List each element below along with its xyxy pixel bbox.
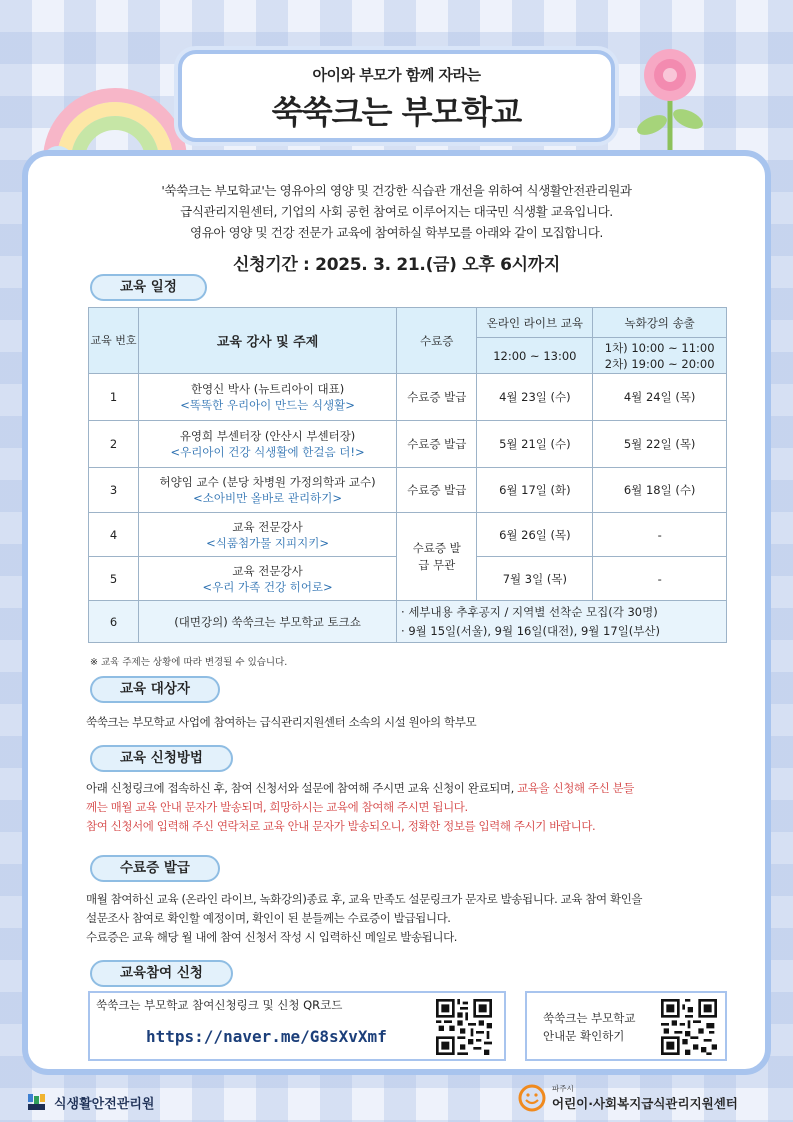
recorded-time-2: 2차) 19:00 ~ 20:00 [604, 356, 715, 371]
apply-line-highlight: 참여 신청서에 입력해 주신 연락처로 교육 안내 문자가 발송되오니, 정확한 정보를 입력해 주시기 바랍니다. [86, 819, 596, 833]
table-row [89, 374, 727, 421]
cell-topic [139, 557, 397, 601]
apply-line-highlight: 께는 매월 교육 안내 문자가 발송되며, 희망하시는 교육에 참여해 주시면 됩니다. [86, 800, 468, 814]
lecturer: 교육 전문강사 [232, 563, 303, 578]
application-period: 신청기간 : 2025. 3. 21.(금) 오후 6시까지 [232, 255, 561, 275]
apply-line-highlight: 교육을 신청해 주신 분들 [513, 781, 634, 795]
schedule-table [88, 307, 727, 643]
intro-line: 영유아 영양 및 건강 전문가 교육에 참여하실 학부모를 아래와 같이 모집합니다. [190, 225, 603, 240]
cell-topic [139, 421, 397, 468]
apply-line: 아래 신청링크에 접속하신 후, 참여 신청서와 설문에 참여해 주시면 교육 신청이 완료되며, [86, 781, 514, 795]
section-label-schedule: 교육 일정 [90, 274, 207, 301]
application-link-box [88, 991, 506, 1061]
notice-box-text [543, 1009, 636, 1045]
qr-code-icon[interactable] [436, 999, 492, 1055]
smile-logo-icon [518, 1084, 546, 1112]
section-label-certificate: 수료증 발급 [90, 855, 220, 882]
page-title: 쑥쑥크는 부모학교 [271, 93, 522, 131]
cell-no: 5 [89, 557, 139, 601]
table-row [89, 468, 727, 513]
certificate-line: 수료증은 교육 해당 월 내에 참여 신청서 작성 시 입력하신 메일로 발송됩니다. [86, 930, 458, 944]
title-subtitle: 아이와 부모가 함께 자라는 [312, 66, 481, 84]
cell-no: 1 [89, 374, 139, 421]
table-row [89, 421, 727, 468]
footer-org-left [28, 1093, 154, 1112]
header-cert: 수료증 [397, 308, 477, 374]
cell-live-date: 6월 17일 (화) [477, 468, 593, 513]
cell-recorded-date: - [593, 557, 727, 601]
notice-link-box [525, 991, 727, 1061]
header-live: 온라인 라이브 교육 [477, 308, 593, 338]
section-label-apply: 교육 신청방법 [90, 745, 233, 772]
cell-cert: 수료증 발급 [397, 421, 477, 468]
notice-line: · 세부내용 추후공지 / 지역별 선착순 모집(각 30명) [401, 604, 658, 619]
topic: <우리아이 건강 식생활에 한걸음 더!> [170, 445, 365, 459]
lecturer: 유영희 부센터장 (안산시 부센터장) [179, 429, 356, 443]
notice-box-line: 쑥쑥크는 부모학교 [543, 1011, 636, 1025]
cell-recorded-date: 5월 22일 (목) [593, 421, 727, 468]
lecturer: 교육 전문강사 [232, 519, 303, 534]
footer-org-right [518, 1083, 738, 1112]
section-label-participation: 교육참여 신청 [90, 960, 233, 987]
qr-code-icon[interactable] [661, 999, 717, 1055]
header-topic: 교육 강사 및 주제 [139, 308, 397, 374]
notice-line: · 9월 15일(서울), 9월 16일(대전), 9월 17일(부산) [401, 623, 660, 638]
topic: <우리 가족 건강 히어로> [202, 579, 333, 594]
flower-illustration [630, 45, 710, 155]
header-live-time: 12:00 ~ 13:00 [477, 338, 593, 374]
cell-live-date: 4월 23일 (수) [477, 374, 593, 421]
intro-line: 급식관리지원센터, 기업의 사회 공헌 참여로 이루어지는 대국민 식생활 교육입니다. [180, 204, 613, 219]
cell-live-date: 6월 26일 (목) [477, 513, 593, 557]
cell-cert: 수료증 발급 무관 [397, 513, 477, 601]
cell-no: 3 [89, 468, 139, 513]
target-text: 쑥쑥크는 부모학교 사업에 참여하는 급식관리지원센터 소속의 시설 원아의 학부모 [86, 715, 477, 729]
cell-topic: (대면강의) 쑥쑥크는 부모학교 토크쇼 [139, 601, 397, 643]
certificate-line: 매월 참여하신 교육 (온라인 라이브, 녹화강의)종료 후, 교육 만족도 설문링크가 문자로 발송됩니다. 교육 참여 확인을 [86, 892, 643, 906]
cell-recorded-date: 4월 24일 (목) [593, 374, 727, 421]
lecturer: 한영신 박사 (뉴트리아이 대표) [190, 382, 345, 396]
cell-cert: 수료증 발급 [397, 468, 477, 513]
topic: <식품첨가물 지피지키> [206, 535, 330, 550]
header-recorded: 녹화강의 송출 [593, 308, 727, 338]
intro-line: '쑥쑥크는 부모학교'는 영유아의 영양 및 건강한 식습관 개선을 위하여 식생활안전관리원과 [161, 183, 632, 198]
topic: <똑똑한 우리아이 만드는 식생활> [180, 398, 355, 412]
cell-live-date: 7월 3일 (목) [477, 557, 593, 601]
org-logo-icon [28, 1094, 48, 1112]
header-no: 교육 번호 [89, 308, 139, 374]
footer-org-name-left: 식생활안전관리원 [54, 1097, 155, 1112]
intro-text [28, 180, 765, 243]
certificate-line: 설문조사 참여로 확인할 예정이며, 확인이 된 분들께는 수료증이 발급됩니다. [86, 911, 451, 925]
notice-box-line: 안내문 확인하기 [543, 1029, 625, 1043]
topic: <소아비만 올바로 관리하기> [193, 491, 342, 505]
cell-no: 4 [89, 513, 139, 557]
link-box-label: 쑥쑥크는 부모학교 참여신청링크 및 신청 QR코드 [96, 998, 343, 1012]
cell-cert: 수료증 발급 [397, 374, 477, 421]
section-label-target: 교육 대상자 [90, 676, 220, 703]
application-link[interactable]: https://naver.me/G8sXvXmf [146, 1027, 387, 1046]
title-banner [178, 50, 615, 142]
cell-notice [397, 601, 727, 643]
cell-no: 2 [89, 421, 139, 468]
footer-org-name-right: 어린이·사회복지급식관리지원센터 [552, 1096, 738, 1111]
certificate-text [86, 890, 642, 947]
apply-text [86, 779, 634, 836]
cell-recorded-date: - [593, 513, 727, 557]
table-row [89, 513, 727, 557]
schedule-note: ※ 교육 주제는 상황에 따라 변경될 수 있습니다. [90, 657, 288, 668]
footer-city: 파주시 [552, 1084, 574, 1093]
cell-topic [139, 468, 397, 513]
cell-no: 6 [89, 601, 139, 643]
cell-recorded-date: 6월 18일 (수) [593, 468, 727, 513]
table-row [89, 601, 727, 643]
recorded-time-1: 1차) 10:00 ~ 11:00 [604, 340, 715, 355]
lecturer: 허양임 교수 (분당 차병원 가정의학과 교수) [159, 475, 376, 489]
cell-topic [139, 374, 397, 421]
cell-topic [139, 513, 397, 557]
cell-live-date: 5월 21일 (수) [477, 421, 593, 468]
header-recorded-time [593, 338, 727, 374]
main-card [22, 150, 771, 1075]
